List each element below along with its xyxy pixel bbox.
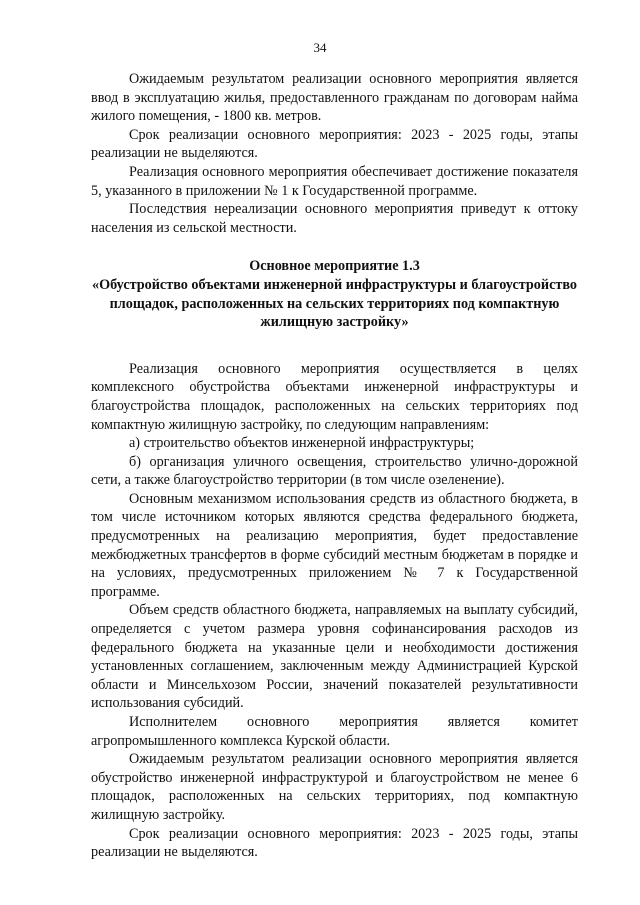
paragraph-expected-result: Ожидаемым результатом реализации основного мероприятия является ввод в эксплуатацию жилья, предоставленного гражданам по договорам найма жилого помещения, - 1800 кв. метров. xyxy=(91,71,578,125)
paragraph-expected-result-2: Ожидаемым результатом реализации основного мероприятия является обустройство инженерной инфраструктурой и благоустройством не менее 6 площадок, расположенных на сельских территориях, под компактную жилищную застройку. xyxy=(91,751,578,823)
paragraph-directions: Реализация основного мероприятия осуществляется в целях комплексного обустройства объектами инженерной инфраструктуры и благоустройства площадок, расположенных на сельских территориях под компактную жилищную застройку, по следующим направлениям: xyxy=(91,360,578,433)
paragraph-indicator: Реализация основного мероприятия обеспечивает достижение показателя 5, указанного в приложении № 1 к Государственной программе. xyxy=(91,163,578,199)
document-body xyxy=(91,70,578,862)
paragraph-consequences: Последствия нереализации основного мероприятия приведут к оттоку населения из сельской местности. xyxy=(91,201,578,236)
paragraph-funding-volume: Объем средств областного бюджета, направляемых на выплату субсидий, определяется с учетом размера уровня софинансирования расходов из федерального бюджета на указанные цели и необходимости достижения установленных соглашением, заключенным между Администрацией Курской области и Минсельхозом России, значений показателей результативности использования субсидий. xyxy=(91,602,578,712)
paragraph-mechanism: Основным механизмом использования средств из областного бюджета, в том числе источником которых являются средства федерального бюджета, предусмотренных на реализацию мероприятия, будет предоставление межбюджетных трансфертов в форме субсидий местным бюджетам в порядке и на условиях, предусмотренных приложением № 7 к Государственной программе. xyxy=(91,490,578,600)
page-number: 34 xyxy=(313,40,327,55)
section-heading-subtitle: «Обустройство объектами инженерной инфраструктуры и благоустройство площадок, расположенных на сельских территориях под компактную жилищную застройку» xyxy=(92,276,577,331)
section-heading xyxy=(91,257,578,331)
paragraph-timeline: Срок реализации основного мероприятия: 2023 - 2025 годы, этапы реализации не выделяются. xyxy=(91,126,578,162)
list-item-b: б) организация уличного освещения, строительство улично-дорожной сети, а также благоустройство территории (в том числе озеленение). xyxy=(91,453,578,489)
section-heading-title: Основное мероприятие 1.3 xyxy=(249,258,420,275)
paragraph-timeline-2: Срок реализации основного мероприятия: 2023 - 2025 годы, этапы реализации не выделяются. xyxy=(91,825,578,861)
paragraph-executor: Исполнителем основного мероприятия является комитет агропромышленного комплекса Курской области. xyxy=(91,714,578,749)
list-item-a: а) строительство объектов инженерной инфраструктуры; xyxy=(129,435,475,452)
